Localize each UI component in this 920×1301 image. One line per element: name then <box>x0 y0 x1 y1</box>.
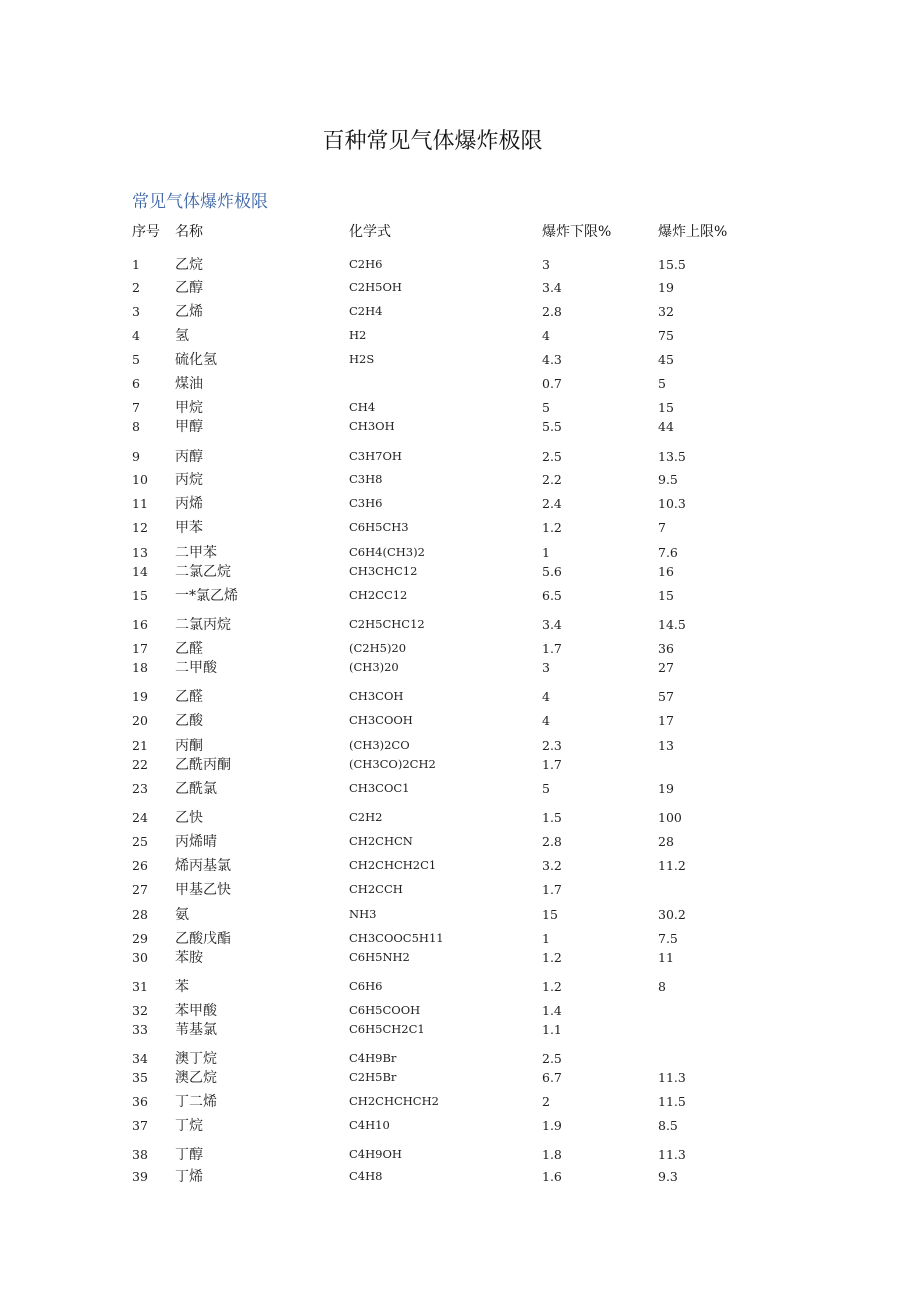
row-number: 31 <box>132 979 148 994</box>
table-row <box>0 1118 920 1138</box>
row-lower-limit: 1.7 <box>542 641 562 656</box>
table-row <box>0 352 920 372</box>
row-lower-limit: 3.4 <box>542 280 562 295</box>
row-name: 丙酮 <box>175 738 203 754</box>
table-row <box>0 950 920 970</box>
table-row <box>0 907 920 927</box>
row-upper-limit: 10.3 <box>658 496 686 511</box>
row-upper-limit: 57 <box>658 689 674 704</box>
row-name: 乙醛 <box>175 689 203 705</box>
row-lower-limit: 2.4 <box>542 496 562 511</box>
row-formula: C6H6 <box>349 979 383 993</box>
row-formula: C4H10 <box>349 1118 390 1132</box>
row-formula: CH3COC1 <box>349 781 410 795</box>
row-formula: C2H5CHC12 <box>349 617 425 631</box>
table-row <box>0 545 920 565</box>
row-upper-limit: 15 <box>658 588 674 603</box>
row-name: 乙快 <box>175 810 203 826</box>
row-name: 澳乙烷 <box>175 1070 217 1086</box>
row-lower-limit: 6.5 <box>542 588 562 603</box>
row-lower-limit: 1.7 <box>542 757 562 772</box>
row-name: 丙烷 <box>175 472 203 488</box>
row-formula: CH4 <box>349 400 376 414</box>
row-lower-limit: 1.9 <box>542 1118 562 1133</box>
row-upper-limit: 100 <box>658 810 682 825</box>
row-name: 乙酸 <box>175 713 203 729</box>
table-row <box>0 449 920 469</box>
table-row <box>0 1051 920 1071</box>
row-formula: CH2CHCH2C1 <box>349 858 437 872</box>
row-formula: C4H8 <box>349 1169 383 1183</box>
row-lower-limit: 1.2 <box>542 520 562 535</box>
table-row <box>0 979 920 999</box>
row-lower-limit: 2.3 <box>542 738 562 753</box>
row-lower-limit: 2.5 <box>542 449 562 464</box>
table-row <box>0 419 920 439</box>
row-lower-limit: 1.4 <box>542 1003 562 1018</box>
row-upper-limit: 7.6 <box>658 545 678 560</box>
table-row <box>0 834 920 854</box>
row-upper-limit: 15 <box>658 400 674 415</box>
row-lower-limit: 5 <box>542 781 550 796</box>
row-name: 乙烯 <box>175 304 203 320</box>
row-upper-limit: 11.2 <box>658 858 686 873</box>
row-upper-limit: 11.5 <box>658 1094 686 1109</box>
row-upper-limit: 11.3 <box>658 1070 686 1085</box>
row-upper-limit: 30.2 <box>658 907 686 922</box>
row-upper-limit: 32 <box>658 304 674 319</box>
row-formula: C2H5Br <box>349 1070 397 1084</box>
row-name: 烯丙基氯 <box>175 858 231 874</box>
row-number: 4 <box>132 328 140 343</box>
table-row <box>0 1147 920 1167</box>
row-name: 苇基氯 <box>175 1022 217 1038</box>
row-name: 乙酰氯 <box>175 781 217 797</box>
row-lower-limit: 3 <box>542 257 550 272</box>
table-row <box>0 617 920 637</box>
row-name: 乙醛 <box>175 641 203 657</box>
table-row <box>0 564 920 584</box>
row-lower-limit: 5.5 <box>542 419 562 434</box>
row-name: 丙烯 <box>175 496 203 512</box>
row-number: 37 <box>132 1118 148 1133</box>
table-row <box>0 689 920 709</box>
row-formula: CH2CCH <box>349 882 403 896</box>
row-upper-limit: 8.5 <box>658 1118 678 1133</box>
table-row <box>0 641 920 661</box>
row-name: 一*氯乙烯 <box>175 588 238 604</box>
row-name: 甲基乙快 <box>175 882 231 898</box>
header-lower-limit: 爆炸下限% <box>542 224 612 240</box>
row-number: 34 <box>132 1051 148 1066</box>
row-lower-limit: 2.8 <box>542 834 562 849</box>
row-name: 丙醇 <box>175 449 203 465</box>
row-name: 二氯丙烷 <box>175 617 231 633</box>
table-row <box>0 1094 920 1114</box>
row-number: 2 <box>132 280 140 295</box>
row-number: 26 <box>132 858 148 873</box>
row-name: 苯胺 <box>175 950 203 966</box>
row-lower-limit: 1.5 <box>542 810 562 825</box>
row-lower-limit: 4 <box>542 713 550 728</box>
row-formula: (C2H5)20 <box>349 641 407 655</box>
row-number: 13 <box>132 545 148 560</box>
row-formula: C2H4 <box>349 304 383 318</box>
row-lower-limit: 3.4 <box>542 617 562 632</box>
row-number: 22 <box>132 757 148 772</box>
row-formula: C2H2 <box>349 810 383 824</box>
row-upper-limit: 8 <box>658 979 666 994</box>
row-lower-limit: 3 <box>542 660 550 675</box>
row-formula: C3H7OH <box>349 449 402 463</box>
table-row <box>0 738 920 758</box>
row-number: 24 <box>132 810 148 825</box>
row-name: 乙烷 <box>175 257 203 273</box>
row-upper-limit: 75 <box>658 328 674 343</box>
row-lower-limit: 1.2 <box>542 979 562 994</box>
row-number: 25 <box>132 834 148 849</box>
row-number: 6 <box>132 376 140 391</box>
table-row <box>0 1003 920 1023</box>
row-upper-limit: 28 <box>658 834 674 849</box>
row-name: 乙酸戊酯 <box>175 931 231 947</box>
row-formula: (CH3)2CO <box>349 738 410 752</box>
row-formula: C6H5CH3 <box>349 520 409 534</box>
row-formula: CH3OH <box>349 419 395 433</box>
row-lower-limit: 4 <box>542 689 550 704</box>
row-upper-limit: 15.5 <box>658 257 686 272</box>
row-name: 二氯乙烷 <box>175 564 231 580</box>
table-row <box>0 280 920 300</box>
table-row <box>0 472 920 492</box>
row-formula: C6H5NH2 <box>349 950 410 964</box>
row-upper-limit: 27 <box>658 660 674 675</box>
row-number: 11 <box>132 496 148 511</box>
table-row <box>0 328 920 348</box>
row-formula: H2 <box>349 328 367 342</box>
header-name: 名称 <box>175 224 203 240</box>
row-upper-limit: 13.5 <box>658 449 686 464</box>
row-name: 澳丁烷 <box>175 1051 217 1067</box>
row-formula: CH2CHCN <box>349 834 413 848</box>
row-name: 二甲苯 <box>175 545 217 561</box>
table-row <box>0 1022 920 1042</box>
table-row <box>0 931 920 951</box>
row-name: 甲烷 <box>175 400 203 416</box>
row-formula: (CH3)20 <box>349 660 399 674</box>
row-upper-limit: 44 <box>658 419 674 434</box>
row-lower-limit: 6.7 <box>542 1070 562 1085</box>
row-lower-limit: 1 <box>542 931 550 946</box>
table-row <box>0 588 920 608</box>
row-number: 27 <box>132 882 148 897</box>
row-formula: C3H6 <box>349 496 383 510</box>
row-upper-limit: 13 <box>658 738 674 753</box>
row-formula: CH2CC12 <box>349 588 408 602</box>
row-name: 氨 <box>175 907 189 923</box>
row-name: 苯 <box>175 979 189 995</box>
row-name: 乙酰丙酮 <box>175 757 231 773</box>
table-row <box>0 757 920 777</box>
row-lower-limit: 1.6 <box>542 1169 562 1184</box>
row-number: 29 <box>132 931 148 946</box>
row-number: 38 <box>132 1147 148 1162</box>
row-number: 20 <box>132 713 148 728</box>
table-row <box>0 1070 920 1090</box>
row-upper-limit: 17 <box>658 713 674 728</box>
row-lower-limit: 1 <box>542 545 550 560</box>
row-number: 28 <box>132 907 148 922</box>
row-lower-limit: 3.2 <box>542 858 562 873</box>
row-upper-limit: 36 <box>658 641 674 656</box>
row-upper-limit: 16 <box>658 564 674 579</box>
header-seq: 序号 <box>132 224 160 240</box>
table-row <box>0 713 920 733</box>
row-name: 氢 <box>175 328 189 344</box>
row-upper-limit: 11.3 <box>658 1147 686 1162</box>
row-name: 丁二烯 <box>175 1094 217 1110</box>
row-name: 乙醇 <box>175 280 203 296</box>
row-name: 苯甲酸 <box>175 1003 217 1019</box>
row-number: 19 <box>132 689 148 704</box>
header-formula: 化学式 <box>349 224 391 240</box>
row-number: 16 <box>132 617 148 632</box>
row-lower-limit: 4 <box>542 328 550 343</box>
table-row <box>0 660 920 680</box>
page-title: 百种常见气体爆炸极限 <box>322 129 543 154</box>
table-row <box>0 810 920 830</box>
row-upper-limit: 7 <box>658 520 666 535</box>
table-row <box>0 858 920 878</box>
table-header <box>0 221 920 241</box>
row-name: 煤油 <box>175 376 203 392</box>
row-number: 33 <box>132 1022 148 1037</box>
row-number: 17 <box>132 641 148 656</box>
row-number: 12 <box>132 520 148 535</box>
row-lower-limit: 1.7 <box>542 882 562 897</box>
row-number: 30 <box>132 950 148 965</box>
row-number: 21 <box>132 738 148 753</box>
row-lower-limit: 2.8 <box>542 304 562 319</box>
table-row <box>0 257 920 277</box>
row-number: 7 <box>132 400 140 415</box>
section-title: 常见气体爆炸极限 <box>132 192 268 212</box>
row-upper-limit: 14.5 <box>658 617 686 632</box>
row-lower-limit: 0.7 <box>542 376 562 391</box>
table-row <box>0 496 920 516</box>
row-number: 3 <box>132 304 140 319</box>
row-formula: C2H5OH <box>349 280 402 294</box>
row-upper-limit: 19 <box>658 280 674 295</box>
row-number: 18 <box>132 660 148 675</box>
row-upper-limit: 7.5 <box>658 931 678 946</box>
row-formula: H2S <box>349 352 375 366</box>
row-lower-limit: 2 <box>542 1094 550 1109</box>
row-formula: C2H6 <box>349 257 383 271</box>
row-upper-limit: 9.3 <box>658 1169 678 1184</box>
row-lower-limit: 5 <box>542 400 550 415</box>
row-number: 1 <box>132 257 140 272</box>
table-row <box>0 400 920 420</box>
table-row <box>0 1169 920 1189</box>
row-lower-limit: 2.2 <box>542 472 562 487</box>
row-name: 丙烯晴 <box>175 834 217 850</box>
table-row <box>0 376 920 396</box>
row-number: 39 <box>132 1169 148 1184</box>
row-name: 丁醇 <box>175 1147 203 1163</box>
table-row <box>0 781 920 801</box>
row-number: 35 <box>132 1070 148 1085</box>
table-row <box>0 882 920 902</box>
row-name: 二甲酸 <box>175 660 217 676</box>
row-lower-limit: 5.6 <box>542 564 562 579</box>
row-lower-limit: 1.1 <box>542 1022 562 1037</box>
row-formula: C6H5COOH <box>349 1003 421 1017</box>
row-formula: C6H4(CH3)2 <box>349 545 425 559</box>
row-number: 14 <box>132 564 148 579</box>
row-formula: C3H8 <box>349 472 383 486</box>
row-upper-limit: 19 <box>658 781 674 796</box>
row-name: 丁烯 <box>175 1169 203 1185</box>
row-number: 5 <box>132 352 140 367</box>
row-formula: C4H9Br <box>349 1051 397 1065</box>
row-name: 丁烷 <box>175 1118 203 1134</box>
row-number: 8 <box>132 419 140 434</box>
row-name: 甲苯 <box>175 520 203 536</box>
row-formula: CH3CHC12 <box>349 564 418 578</box>
row-formula: CH3COH <box>349 689 404 703</box>
row-formula: C4H9OH <box>349 1147 402 1161</box>
row-number: 10 <box>132 472 148 487</box>
row-number: 32 <box>132 1003 148 1018</box>
row-formula: CH2CHCHCH2 <box>349 1094 439 1108</box>
row-lower-limit: 1.2 <box>542 950 562 965</box>
row-upper-limit: 45 <box>658 352 674 367</box>
row-lower-limit: 15 <box>542 907 558 922</box>
row-formula: CH3COOC5H11 <box>349 931 444 945</box>
table-row <box>0 520 920 540</box>
row-formula: CH3COOH <box>349 713 413 727</box>
row-lower-limit: 1.8 <box>542 1147 562 1162</box>
row-number: 9 <box>132 449 140 464</box>
row-lower-limit: 2.5 <box>542 1051 562 1066</box>
row-upper-limit: 5 <box>658 376 666 391</box>
header-upper-limit: 爆炸上限% <box>658 224 728 240</box>
row-formula: (CH3CO)2CH2 <box>349 757 436 771</box>
row-name: 甲醇 <box>175 419 203 435</box>
row-lower-limit: 4.3 <box>542 352 562 367</box>
row-upper-limit: 9.5 <box>658 472 678 487</box>
row-number: 15 <box>132 588 148 603</box>
table-row <box>0 304 920 324</box>
row-formula: C6H5CH2C1 <box>349 1022 425 1036</box>
row-number: 23 <box>132 781 148 796</box>
row-number: 36 <box>132 1094 148 1109</box>
row-formula: NH3 <box>349 907 377 921</box>
row-name: 硫化氢 <box>175 352 217 368</box>
row-upper-limit: 11 <box>658 950 674 965</box>
